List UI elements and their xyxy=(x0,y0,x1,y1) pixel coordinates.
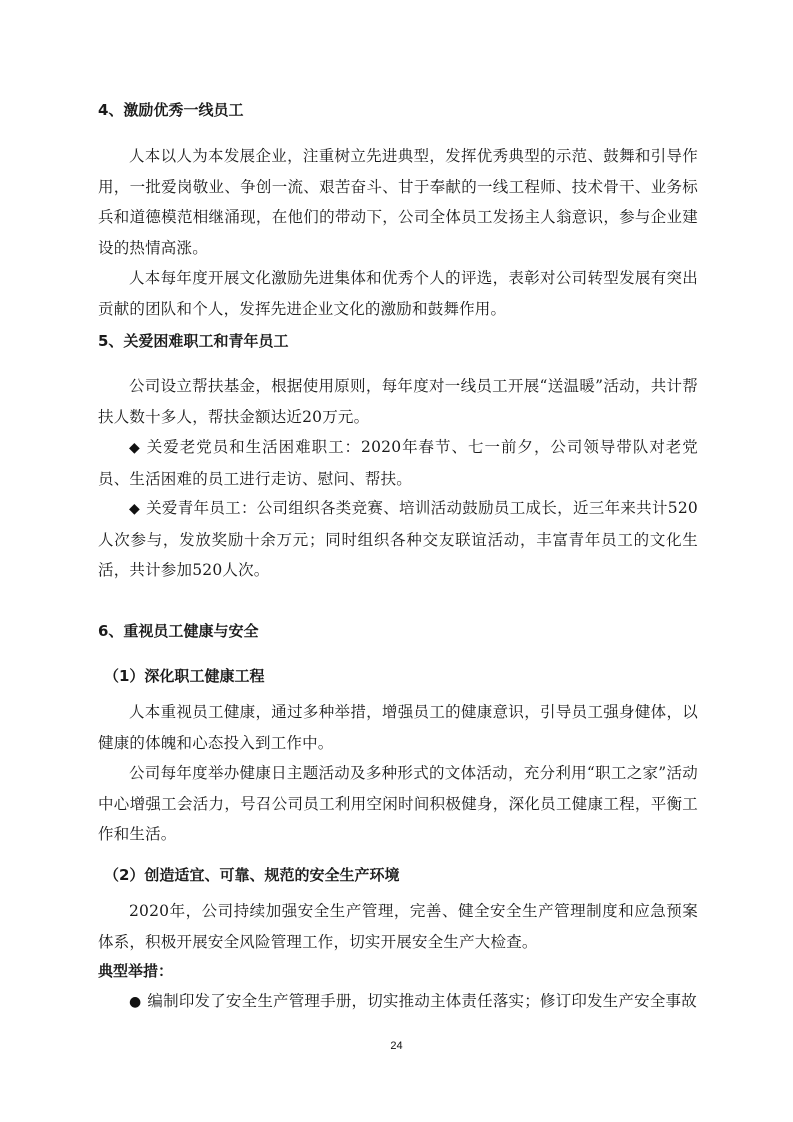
section-5-heading: 5、关爱困难职工和青年员工 xyxy=(98,332,289,350)
section-6-2-paragraph-1: 2020年，公司持续加强安全生产管理，完善、健全安全生产管理制度和应急预案体系，积极开展安全风险管理工作，切实开展安全生产大检查。 xyxy=(98,902,698,951)
typical-measures-label: 典型举措： xyxy=(98,962,174,980)
section-6-subheading-2: （2）创造适宜、可靠、规范的安全生产环境 xyxy=(104,866,400,884)
bullet-text: 编制印发了安全生产管理手册，切实推动主体责任落实；修订印发生产安全事故 xyxy=(147,992,697,1010)
section-5-bullet-2 xyxy=(98,493,698,586)
section-6-1-paragraph-1: 人本重视员工健康，通过多种举措，增强员工的健康意识，引导员工强身健体，以健康的体魄和心态投入到工作中。 xyxy=(98,703,698,752)
round-bullet-icon: ● xyxy=(129,994,142,1010)
section-5-bullet-1 xyxy=(98,432,698,494)
section-5-paragraph-1: 公司设立帮扶基金，根据使用原则，每年度对一线员工开展“送温暖”活动，共计帮扶人数十多人，帮扶金额达近20万元。 xyxy=(98,377,698,426)
section-6-subheading-1: （1）深化职工健康工程 xyxy=(104,667,265,685)
section-6-2-bullet-1 xyxy=(98,986,698,1018)
page-number: 24 xyxy=(390,1040,403,1052)
section-6-1-paragraph-2: 公司每年度举办健康日主题活动及多种形式的文体活动，充分利用“职工之家”活动中心增强工会活力，号召公司员工利用空闲时间积极健身，深化员工健康工程，平衡工作和生活。 xyxy=(98,764,698,843)
section-4-heading: 4、激励优秀一线员工 xyxy=(98,101,244,119)
section-4-paragraph-2: 人本每年度开展文化激励先进集体和优秀个人的评选，表彰对公司转型发展有突出贡献的团队和个人，发挥先进企业文化的激励和鼓舞作用。 xyxy=(98,269,698,318)
bullet-text: 关爱老党员和生活困难职工：2020年春节、七一前夕，公司领导带队对老党员、生活困难的员工进行走访、慰问、帮扶。 xyxy=(98,438,698,488)
diamond-bullet-icon: ◆ xyxy=(129,440,140,456)
bullet-text: 关爱青年员工：公司组织各类竞赛、培训活动鼓励员工成长，近三年来共计520人次参与，发放奖励十余万元；同时组织各种交友联谊活动，丰富青年员工的文化生活，共计参加520人次。 xyxy=(98,499,698,579)
diamond-bullet-icon: ◆ xyxy=(129,501,140,517)
section-4-paragraph-1: 人本以人为本发展企业，注重树立先进典型，发挥优秀典型的示范、鼓舞和引导作用，一批爱岗敬业、争创一流、艰苦奋斗、甘于奉献的一线工程师、技术骨干、业务标兵和道德模范相继涌现，在他们的带动下，公司全体员工发扬主人翁意识，参与企业建设的热情高涨。 xyxy=(98,147,698,257)
section-6-heading: 6、重视员工健康与安全 xyxy=(98,622,259,640)
